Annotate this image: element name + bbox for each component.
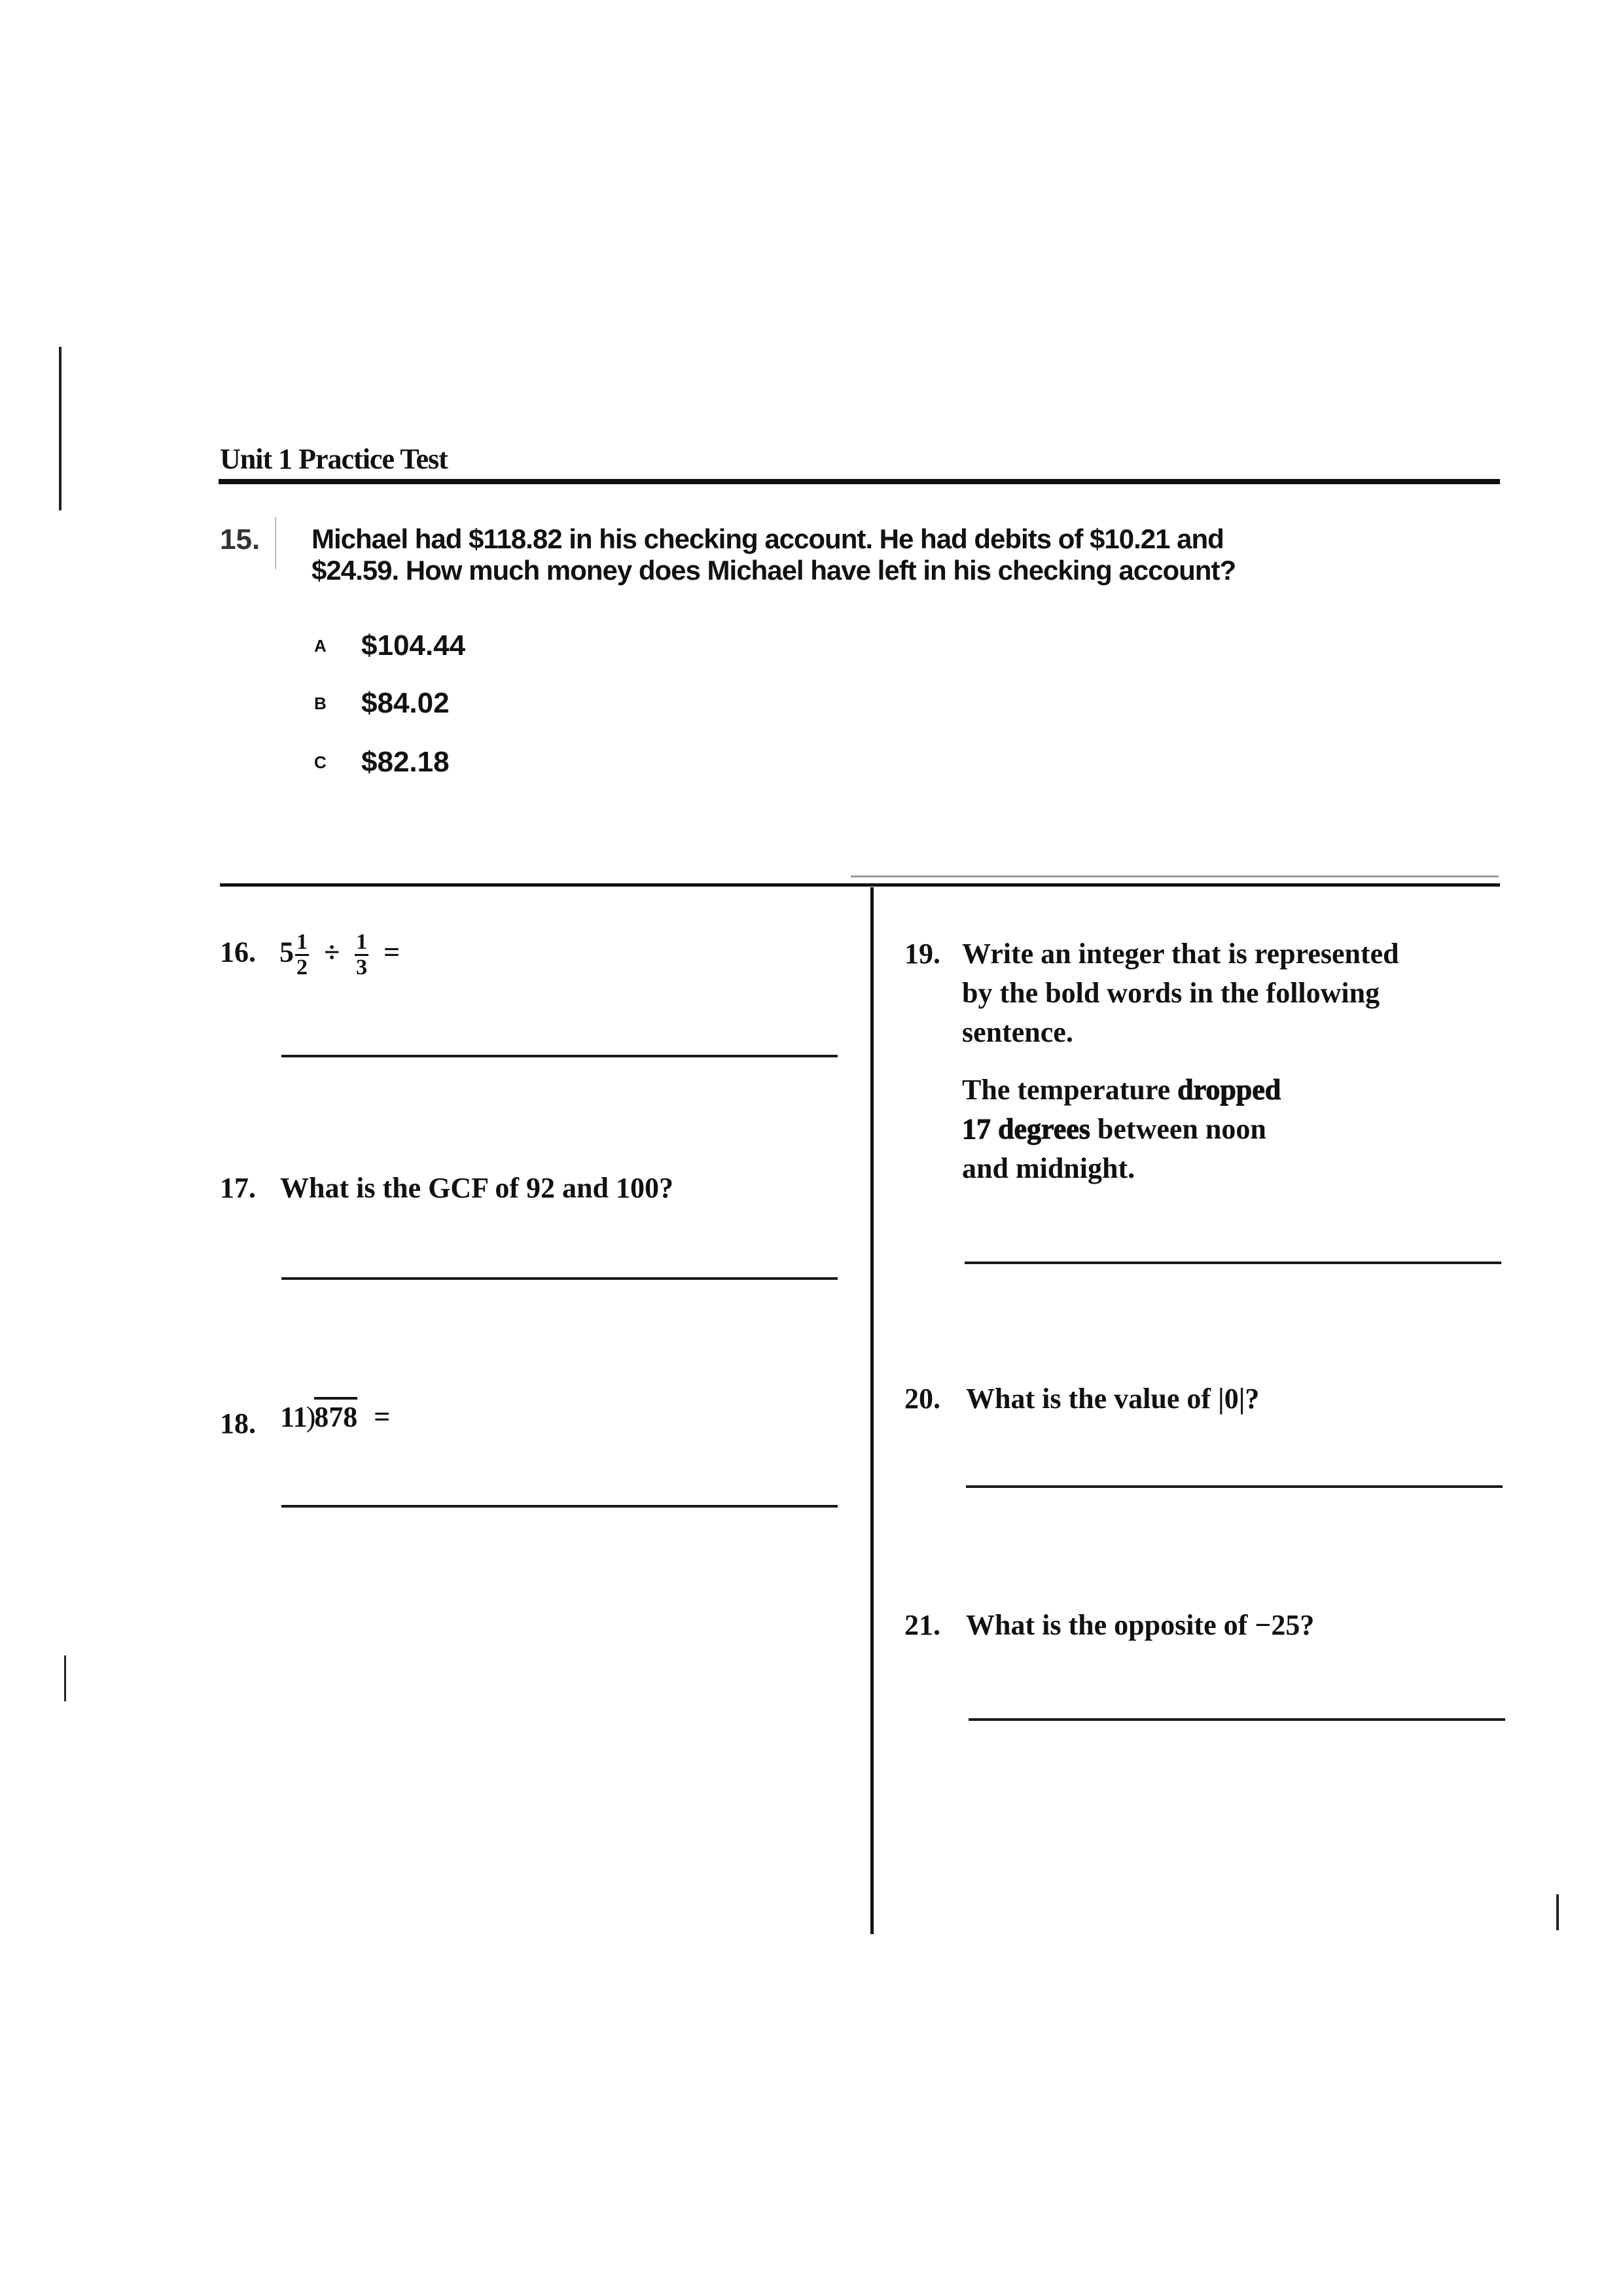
q21-number: 21. (904, 1609, 940, 1641)
q16-fraction-1 (295, 930, 309, 980)
choice-a-letter: A (314, 636, 327, 656)
q19-s2-bold: 17 degrees (962, 1113, 1090, 1145)
q20-text: What is the value of |0|? (966, 1383, 1260, 1415)
scan-edge-mark (64, 1655, 66, 1701)
q18-dividend: 878 (314, 1397, 357, 1433)
q15-number: 15. (220, 523, 260, 556)
division-bracket-icon: ) (306, 1401, 316, 1433)
q17-text: What is the GCF of 92 and 100? (280, 1172, 673, 1204)
q19-s2-post: between noon (1090, 1113, 1266, 1145)
q19-sentence-line2 (962, 1112, 1266, 1146)
q19-sentence-line1 (962, 1073, 1281, 1106)
column-divider (870, 887, 874, 1934)
q18-divisor: 11 (280, 1401, 308, 1433)
q19-line2: by the bold words in the following (962, 977, 1380, 1009)
q19-line1: Write an integer that is represented (962, 938, 1399, 970)
q18-answer-line[interactable] (281, 1505, 838, 1508)
q16-f2-numerator: 1 (355, 930, 368, 956)
q19-line3: sentence. (962, 1016, 1073, 1048)
q21-answer-line[interactable] (969, 1718, 1505, 1721)
header-divider (219, 479, 1500, 484)
choice-b-letter: B (314, 694, 327, 713)
q15-text-line1: Michael had $118.82 in his checking account. He had debits of $10.21 and (312, 523, 1224, 554)
q16-f1-numerator: 1 (295, 930, 309, 956)
scan-edge-mark (1556, 1894, 1559, 1930)
q18-equals: = (374, 1401, 391, 1433)
q19-sentence-line3: and midnight. (962, 1152, 1135, 1184)
q19-s1-pre: The temperature (962, 1074, 1178, 1106)
q16-answer-line[interactable] (281, 1055, 838, 1057)
section-divider (220, 883, 1500, 887)
page-title: Unit 1 Practice Test (220, 443, 448, 475)
q16-expression (220, 930, 400, 980)
section-divider-faint (851, 875, 1499, 877)
q15-separator (275, 517, 276, 569)
choice-c-value[interactable]: $82.18 (361, 746, 450, 778)
q21-text: What is the opposite of −25? (966, 1609, 1315, 1641)
q16-operator: ÷ (324, 936, 340, 968)
q17-number: 17. (220, 1172, 256, 1204)
choice-a-value[interactable]: $104.44 (361, 629, 466, 662)
choice-c-letter: C (314, 752, 327, 772)
q18-division (280, 1400, 390, 1434)
q16-f2-denominator: 3 (356, 955, 368, 980)
q15-text-line2: $24.59. How much money does Michael have left in his checking account? (312, 555, 1236, 586)
q20-answer-line[interactable] (966, 1485, 1503, 1488)
choice-b-value[interactable]: $84.02 (361, 687, 450, 719)
q16-equals: = (383, 936, 401, 968)
q16-f1-denominator: 2 (296, 955, 308, 980)
q17-answer-line[interactable] (281, 1277, 838, 1280)
q16-fraction-2 (355, 930, 368, 980)
q20-number: 20. (904, 1383, 940, 1415)
q19-answer-line[interactable] (965, 1262, 1501, 1264)
q19-s1-bold: dropped (1177, 1074, 1281, 1106)
q16-number: 16. (220, 936, 256, 968)
q19-number: 19. (904, 938, 940, 970)
q16-whole: 5 (279, 936, 294, 968)
q18-number: 18. (220, 1407, 256, 1439)
scan-edge-mark (59, 347, 62, 510)
